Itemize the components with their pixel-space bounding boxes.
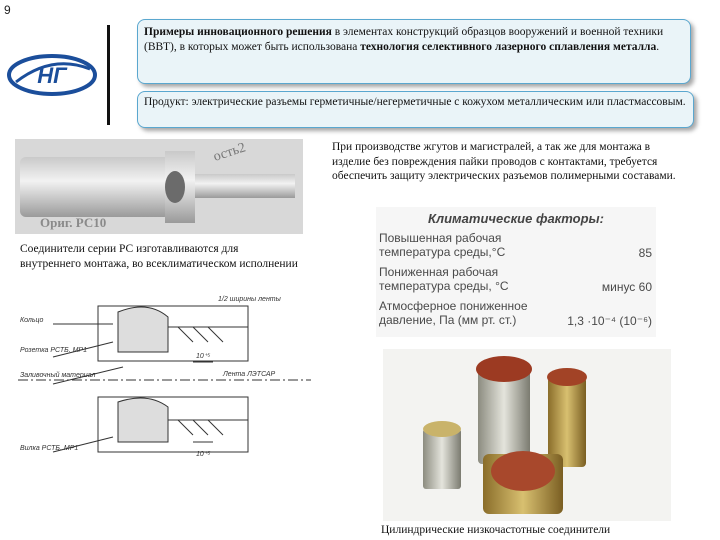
company-logo [6,52,98,98]
climate-row-high-temp-l1: Повышенная рабочая [379,231,502,245]
product-note: Продукт: электрические разъемы герметичные/негерметичные с кожухом металлическим или пластмассовым. [137,91,694,128]
series-caption: Соединители серии РС изготавливаются для внутреннего монтажа, во всеклиматическом исполнении [20,243,298,270]
climate-value-pressure: 1,3 ·10⁻⁴ (10⁻⁶) [567,314,652,328]
label-potting: Заливочный материал [20,372,96,379]
connector-render-image [15,139,303,234]
connectors-photo [383,349,671,521]
climate-row-high-temp-l2: температура среды,°С [379,245,506,259]
climate-row-pressure-l1: Атмосферное пониженное [379,299,528,313]
assembly-drawing [18,292,311,468]
divider-line [107,25,110,125]
lead-bold: Примеры инновационного решения [144,26,332,38]
connectors-caption: Цилиндрические низкочастотные соединители [381,524,611,536]
svg-text:НГ: НГ [37,63,67,88]
production-paragraph: При производстве жгутов и магистралей, а так же для монтажа в изделие без повреждения пайки проводов с контактами, требуется обеспечить защиту электрических разъемов полимерными составами. [332,141,676,182]
label-ring: Кольцо [20,317,44,324]
tech-bold: технология селективного лазерного сплавления металла [360,41,657,53]
climate-factors-table [376,207,656,337]
svg-text:Ориг. РС10: Ориг. РС10 [40,215,107,230]
climate-row-pressure-l2: давление, Па (мм рт. ст.) [379,313,517,327]
lead-tail: . [656,41,660,53]
label-plug: Вилка РСТБ. МР1 [20,445,79,452]
label-dim-bottom: 10⁺⁵ [196,451,211,458]
svg-text:ость2: ость2 [211,140,248,165]
climate-value-high-temp: 85 [638,246,652,260]
label-half-width: 1/2 ширины ленты [218,296,281,303]
lead-rest: в элементах конструкций образцов вооружений и военной техники (ВВТ), в которых может быть использована [144,26,664,53]
label-dim-top: 10⁺⁵ [196,353,211,360]
slide-number: 9 [4,3,11,17]
climate-title: Климатические факторы: [428,211,604,226]
label-socket: Розетка РСТБ. МР1 [20,347,87,354]
climate-value-low-temp: минус 60 [601,280,652,294]
innovation-note [137,19,691,84]
climate-row-low-temp-l1: Пониженная рабочая [379,265,499,279]
climate-row-low-temp-l2: температура среды, °С [379,279,509,293]
label-tape: Лента ЛЭТСАР [223,371,276,378]
